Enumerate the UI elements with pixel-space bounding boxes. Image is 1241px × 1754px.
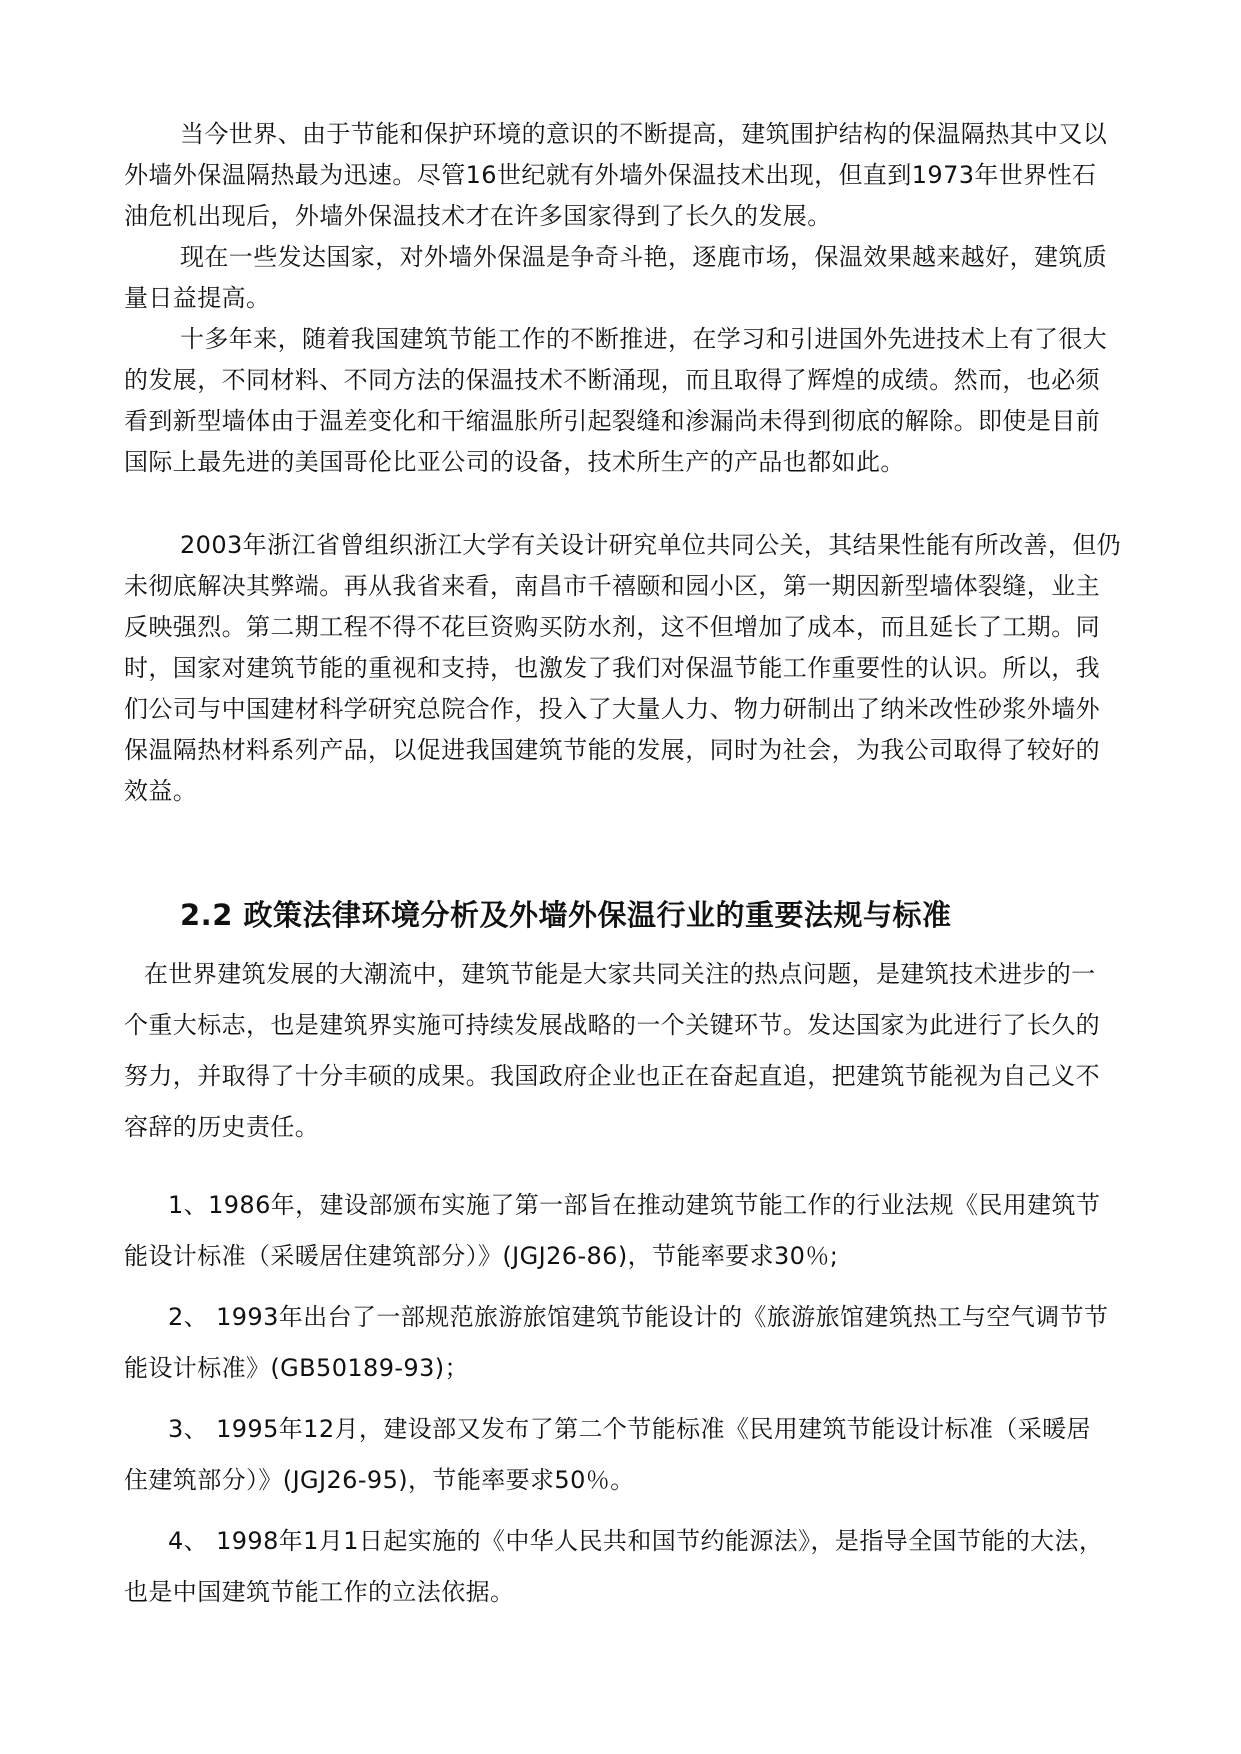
paragraph-4-line-7: 效益。 <box>124 777 198 805</box>
paragraph-4-line-1: 2003年浙江省曾组织浙江大学有关设计研究单位共同公关，其结果性能有所改善，但仍 <box>180 531 1122 559</box>
paragraph-1-line-3: 油危机出现后，外墙外保温技术才在许多国家得到了长久的发展。 <box>124 202 832 230</box>
section-intro-line-1: 在世界建筑发展的大潮流中，建筑节能是大家共同关注的热点问题，是建筑技术进步的一 <box>144 960 1096 988</box>
section-heading: 2.2 政策法律环境分析及外墙外保温行业的重要法规与标准 <box>180 898 952 932</box>
list-item-1-line-1: 1、1986年，建设部颁布实施了第一部旨在推动建筑节能工作的行业法规《民用建筑节 <box>168 1191 1101 1219</box>
list-item-1-line-2: 能设计标准（采暖居住建筑部分）》(JGJ26-86)，节能率要求30％; <box>124 1242 839 1270</box>
section-intro-line-2: 个重大标志，也是建筑界实施可持续发展战略的一个关键环节。发达国家为此进行了长久的 <box>124 1011 1100 1039</box>
section-intro-line-3: 努力，并取得了十分丰硕的成果。我国政府企业也正在奋起直追，把建筑节能视为自己义不 <box>124 1062 1100 1090</box>
paragraph-2-line-2: 量日益提高。 <box>124 284 271 312</box>
section-intro-line-4: 容辞的历史责任。 <box>124 1113 320 1141</box>
list-item-4-line-2: 也是中国建筑节能工作的立法依据。 <box>124 1578 515 1606</box>
paragraph-2-line-1: 现在一些发达国家，对外墙外保温是争奇斗艳，逐鹿市场，保温效果越来越好，建筑质 <box>180 243 1108 271</box>
paragraph-1-line-2: 外墙外保温隔热最为迅速。尽管16世纪就有外墙外保温技术出现，但直到1973年世界性石 <box>124 161 1097 189</box>
list-item-4-line-1: 4、 1998年1月1日起实施的《中华人民共和国节约能源法》，是指导全国节能的大法， <box>168 1527 1104 1555</box>
paragraph-3-line-1: 十多年来，随着我国建筑节能工作的不断推进，在学习和引进国外先进技术上有了很大 <box>180 325 1108 353</box>
list-item-2-line-2: 能设计标准》(GB50189-93)； <box>124 1354 469 1382</box>
paragraph-4-line-5: 们公司与中国建材科学研究总院合作，投入了大量人力、物力研制出了纳米改性砂浆外墙外 <box>124 695 1100 723</box>
list-item-3-line-1: 3、 1995年12月，建设部又发布了第二个节能标准《民用建筑节能设计标准（采暖居 <box>168 1415 1091 1443</box>
paragraph-3-line-4: 国际上最先进的美国哥伦比亚公司的设备，技术所生产的产品也都如此。 <box>124 448 905 476</box>
paragraph-1-line-1: 当今世界、由于节能和保护环境的意识的不断提高，建筑围护结构的保温隔热其中又以 <box>180 120 1108 148</box>
list-item-3-line-2: 住建筑部分）》(JGJ26-95)，节能率要求50％。 <box>124 1466 635 1494</box>
paragraph-4-line-3: 反映强烈。第二期工程不得不花巨资购买防水剂，这不但增加了成本，而且延长了工期。同 <box>124 613 1100 641</box>
paragraph-4-line-2: 未彻底解决其弊端。再从我省来看，南昌市千禧颐和园小区，第一期因新型墙体裂缝，业主 <box>124 572 1100 600</box>
paragraph-3-line-2: 的发展，不同材料、不同方法的保温技术不断涌现，而且取得了辉煌的成绩。然而，也必须 <box>124 366 1100 394</box>
paragraph-4-line-6: 保温隔热材料系列产品，以促进我国建筑节能的发展，同时为社会，为我公司取得了较好的 <box>124 736 1100 764</box>
paragraph-4-line-4: 时，国家对建筑节能的重视和支持，也激发了我们对保温节能工作重要性的认识。所以，我 <box>124 654 1100 682</box>
paragraph-3-line-3: 看到新型墙体由于温差变化和干缩温胀所引起裂缝和渗漏尚未得到彻底的解除。即使是目前 <box>124 407 1100 435</box>
list-item-2-line-1: 2、 1993年出台了一部规范旅游旅馆建筑节能设计的《旅游旅馆建筑热工与空气调节节 <box>168 1303 1109 1331</box>
